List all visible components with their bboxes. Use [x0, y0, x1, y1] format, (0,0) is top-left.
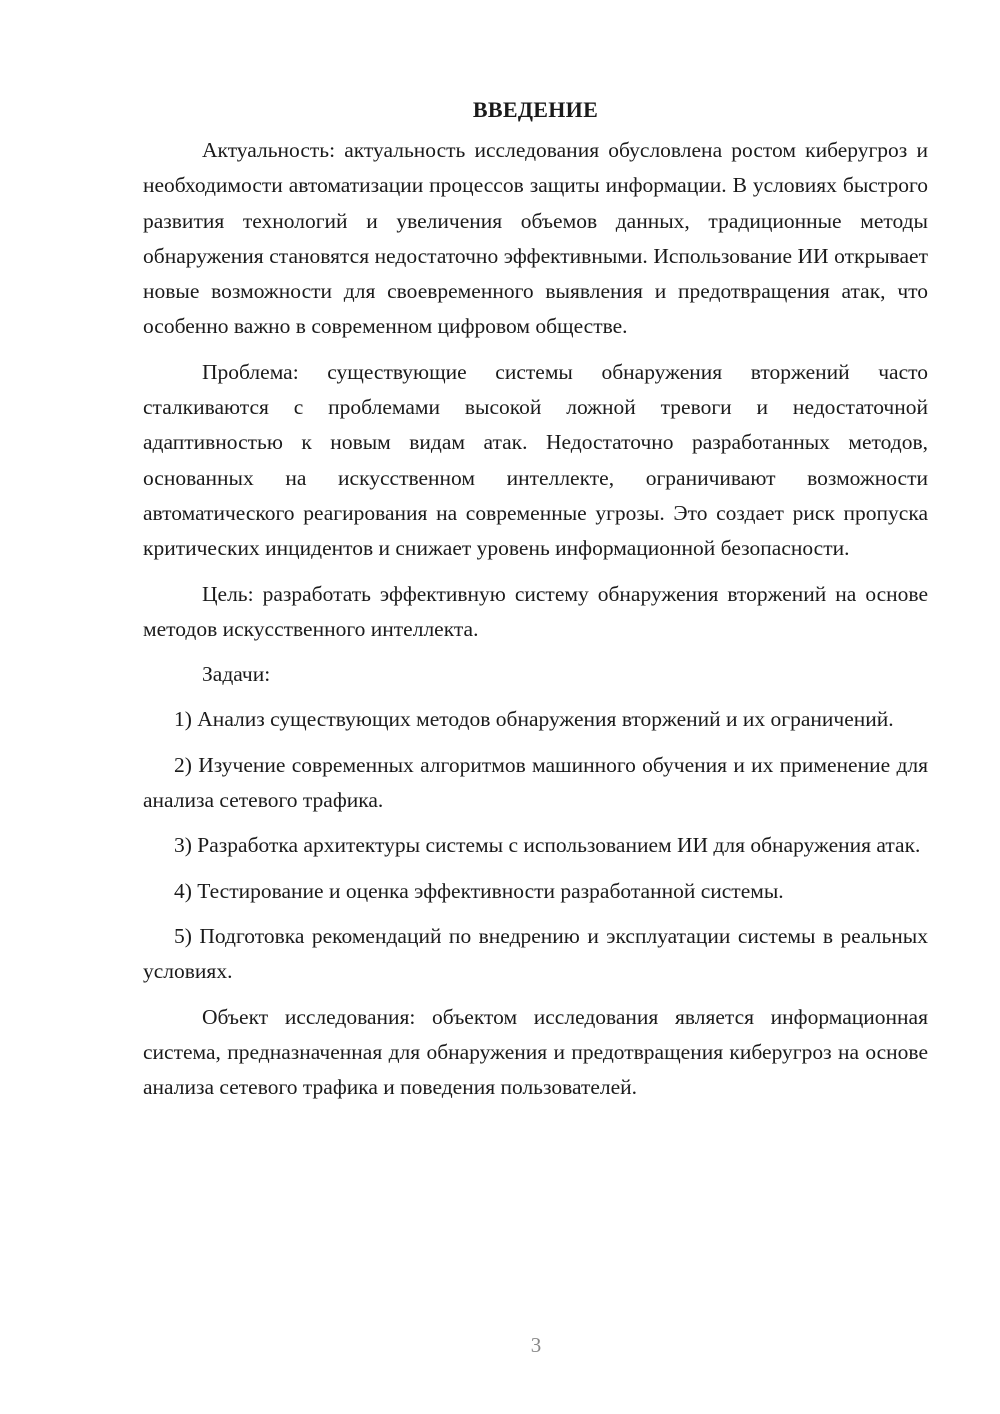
page-number: 3 [530, 1333, 542, 1357]
task-item-1: 1) Анализ существующих методов обнаружения вторжений и их ограничений. [174, 707, 894, 732]
goal-paragraph: Цель: разработать эффективную систему обнаружения вторжений на основе методов искусственного интеллекта. [143, 581, 928, 641]
task-item-2: 2) Изучение современных алгоритмов машинного обучения и их применение для анализа сетевого трафика. [143, 752, 928, 813]
document-page [143, 92, 928, 1115]
problem-paragraph: Проблема: существующие системы обнаружения вторжений часто сталкиваются с проблемами высокой ложной тревоги и недостаточной адаптивностью к новым видам атак. Недостаточно разработанных методов, основанных на искусственном интеллекте, ограничивают возможности автоматического реагирования на современные угрозы. Это создает риск пропуска критических инцидентов и снижает уровень информационной безопасности. [143, 359, 928, 561]
section-heading: ВВЕДЕНИЕ [472, 97, 599, 122]
task-item-4: 4) Тестирование и оценка эффективности разработанной системы. [174, 878, 784, 903]
object-paragraph: Объект исследования: объектом исследования является информационная система, предназначенная для обнаружения и предотвращения киберугроз на основе анализа сетевого трафика и поведения пользователей. [143, 1004, 928, 1100]
relevance-paragraph: Актуальность: актуальность исследования обусловлена ростом киберугроз и необходимости автоматизации процессов защиты информации. В условиях быстрого развития технологий и увеличения объемов данных, традиционные методы обнаружения становятся недостаточно эффективными. Использование ИИ открывает новые возможности для своевременного выявления и предотвращения атак, что особенно важно в современном цифровом обществе. [143, 138, 928, 339]
task-item-3: 3) Разработка архитектуры системы с использованием ИИ для обнаружения атак. [174, 833, 921, 858]
task-item-5: 5) Подготовка рекомендаций по внедрению и эксплуатации системы в реальных условиях. [143, 923, 928, 984]
tasks-label: Задачи: [202, 662, 271, 687]
